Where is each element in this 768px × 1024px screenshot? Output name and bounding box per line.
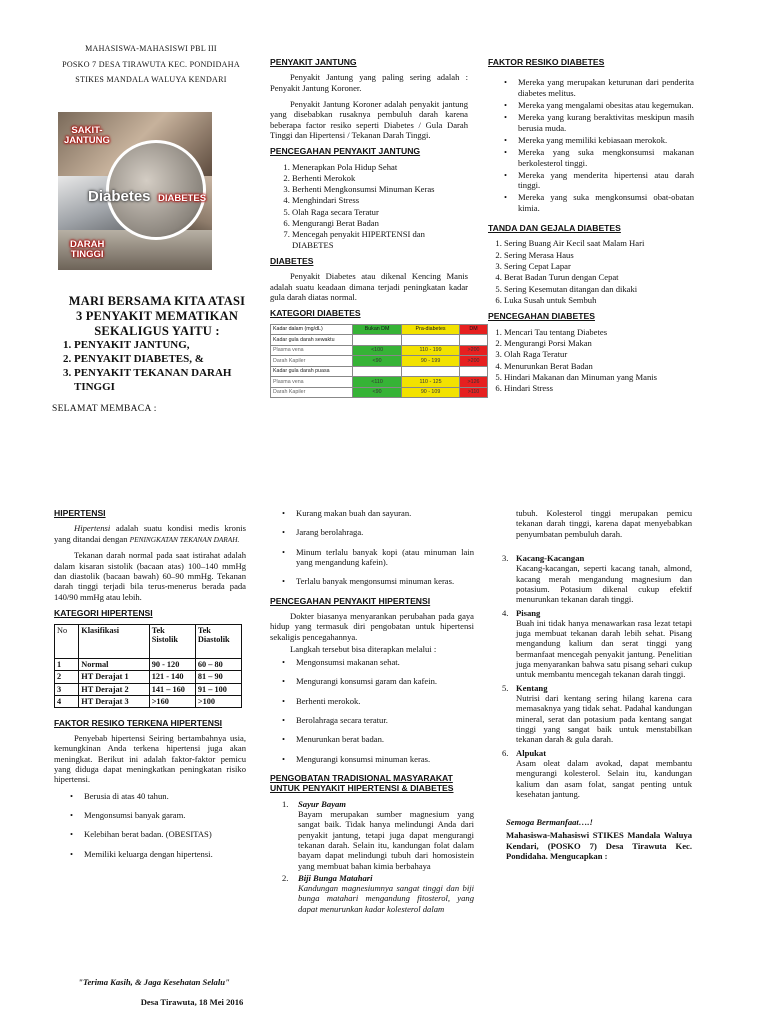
footer-thanks: "Terima Kasih, & Jaga Kesehatan Selalu" <box>78 977 230 987</box>
trad-item-title: Kentang <box>516 682 548 693</box>
label-sakit-jantung: SAKIT- JANTUNG <box>64 125 110 146</box>
kategori-diabetes-heading: KATEGORI DIABETES <box>270 308 361 319</box>
jantung-heading: PENYAKIT JANTUNG <box>270 57 357 67</box>
list-item: • Terlalu banyak mengonsumsi minuman keras. <box>274 576 474 586</box>
trad-item-text: Bayam merupakan sumber magnesium yang sangat baik. Tidak hanya melindungi Anda dari penyakit jantung, tetapi juga dapat mengurangi tekanan darah. Selain itu, kandungan folat dalam bayam dapat melindungi tubuh dari homosistein yang membuat bahan kimia berbahaya <box>298 808 474 871</box>
tanda-gejala-heading: TANDA DAN GEJALA DIABETES <box>488 223 621 234</box>
trad-item-title: Alpukat <box>516 747 547 758</box>
trad-item-title: Biji Bunga Matahari <box>298 872 373 883</box>
table-cell: HT Derajat 1 <box>79 671 149 683</box>
list-item: • Menurunkan berat badan. <box>274 734 474 744</box>
table-header-cell: Tek Sistolik <box>149 625 195 659</box>
jantung-prev-item: 2. Berhenti Merokok <box>292 173 468 183</box>
list-item: 1. Sering Buang Air Kecil saat Malam Hari <box>504 238 694 248</box>
list-item: • Mengurangi konsumsi minuman keras. <box>274 754 474 764</box>
header-line-2: POSKO 7 DESA TIRAWUTA KEC. PONDIDAHA <box>62 59 240 69</box>
list-item: 5. Hindari Makanan dan Minuman yang Manis <box>504 372 694 382</box>
list-item: • Memiliki keluarga dengan hipertensi. <box>62 849 246 859</box>
table-header-cell: No <box>55 625 79 659</box>
cover-title-2: 3 PENYAKIT MEMATIKAN <box>75 309 239 323</box>
list-item: • Mereka yang kurang beraktivitas meskipun masih berusia muda. <box>496 112 694 133</box>
jantung-prev-item: 6. Mengurangi Berat Badan <box>292 218 468 228</box>
table-row <box>271 387 488 398</box>
jantung-p2: Penyakit Jantung Koroner adalah penyakit jantung yang disebabkan rusaknya pembuluh darah karena beberapa factor resiko seperti Diabetes / Gula Darah Tinggi dan Hipertensi / Tekanan Darah Tinggi. <box>270 98 468 140</box>
faktor-diabetes-column <box>488 57 694 399</box>
list-item: • Jarang berolahraga. <box>274 527 474 537</box>
table-cell: 1 <box>55 659 79 671</box>
kategori-hipertensi-heading: KATEGORI HIPERTENSI <box>54 607 153 618</box>
table-row <box>271 377 488 388</box>
table-cell: 91 – 100 <box>195 683 241 695</box>
trad-item-2: 2. Biji Bunga Matahari Kandungan magnesiumnya sangat tinggi dan biji bunga matahari mengandung fitosterol, yang dapat menurunkan kadar kolesterol dalam <box>282 872 474 914</box>
jantung-prev-item: 7. Mencegah penyakit HIPERTENSI dan DIABETES <box>292 229 468 250</box>
cover-item-3: 3. PENYAKIT TEKANAN DARAH TINGGI <box>74 367 262 393</box>
cover-title-3: SEKALIGUS YAITU : <box>94 324 220 338</box>
list-item: 2. Mengurangi Porsi Makan <box>504 338 694 348</box>
list-item: 6. Hindari Stress <box>504 383 694 393</box>
faktor-hipertensi-p: Penyebab hipertensi Seiring bertambahnya usia, kemungkinan Anda terkena hipertensi juga akan meningkat. Berikut ini adalah faktor-faktor pemicu yang diduga dapat meningkatkan peningkatan risiko hipertensi. <box>54 733 246 785</box>
pencegahan-hipertensi-column <box>270 508 474 920</box>
table-cell: <110 <box>353 377 402 388</box>
label-diabetes-center: Diabetes <box>88 188 151 205</box>
trad-item-1: 1. Sayur Bayam Bayam merupakan sumber magnesium yang sangat baik. Tidak hanya melindungi Anda dari penyakit jantung, tetapi juga dapat mengurangi tekanan darah. Selain itu, kandungan folat dalam bayam dapat melindungi tubuh dari homosistein yang membuat bahan kimia berbahaya <box>282 798 474 871</box>
jantung-prev-item: 3. Berhenti Mengkonsumsi Minuman Keras <box>292 184 468 194</box>
table-row <box>55 695 242 707</box>
faktor-hipertensi-list <box>54 791 246 859</box>
table-cell: Darah Kapiler <box>271 356 353 367</box>
diabetes-heading: DIABETES <box>270 256 314 266</box>
pengobatan-tradisional-heading: PENGOBATAN TRADISIONAL MASYARAKAT UNTUK PENYAKIT HIPERTENSI & DIABETES <box>270 773 454 794</box>
footer-place-date: Desa Tirawuta, 18 Mei 2016 <box>140 997 244 1007</box>
table-cell: >200 <box>460 356 488 367</box>
trad-item-3: 3. Kacang-Kacangan Kacang-kacangan, seperti kacang tanah, almond, kacang merah mengandung magnesium dan potasium. Potasium dikenal cukup efektif menurunkan tekanan darah tinggi. <box>502 552 692 605</box>
list-item: • Berolahraga secara teratur. <box>274 715 474 725</box>
list-item: 3. Sering Cepat Lapar <box>504 261 694 271</box>
table-cell: 90 - 109 <box>402 387 460 398</box>
table-cell: 110 - 125 <box>402 377 460 388</box>
trad-item-title: Kacang-Kacangan <box>516 552 585 563</box>
hipertensi-emphasis: PENINGKATAN TEKANAN DARAH. <box>129 534 240 544</box>
hipertensi-p2: Tekanan darah normal pada saat istirahat adalah dalam kisaran sistolik (bacaan atas) 100–140 mmHg dan diastolik (bacaan bawah) 60–90 mmHg. Tekanan darah tinggi terjadi bila terus-menerus berada pada 140/90 mmHg atau lebih. <box>54 550 246 602</box>
table-section-label: Kadar gula darah sewaktu <box>271 335 353 346</box>
table-cell: HT Derajat 3 <box>79 695 149 707</box>
table-cell: 90 - 120 <box>149 659 195 671</box>
list-item: 3. Olah Raga Teratur <box>504 349 694 359</box>
table-cell: >100 <box>195 695 241 707</box>
list-item: • Mereka yang memiliki kebiasaan merokok. <box>496 135 694 145</box>
table-cell: Plasma vena <box>271 377 353 388</box>
table-header-cell: Bukan DM <box>353 324 402 335</box>
list-item: 5. Sering Kesemutan ditangan dan dikaki <box>504 284 694 294</box>
faktor-hipertensi-heading: FAKTOR RESIKO TERKENA HIPERTENSI <box>54 717 223 728</box>
table-row <box>271 356 488 367</box>
table-cell: 141 – 160 <box>149 683 195 695</box>
trad-item-4: 4. Pisang Buah ini tidak hanya menawarkan rasa lezat tetapi juga membuat tekanan darah lebih sehat. Pisang mengandung kalium dan serat tinggi yang bermanfaat mencegah penyakit jantung. Penelitian juga menyarankan bahwa satu pisang sehari cukup untuk membantu mencegah tekanan darah tinggi. <box>502 607 692 680</box>
table-header-row <box>55 625 242 659</box>
greeting: SELAMAT MEMBACA : <box>52 403 157 414</box>
list-item: • Berusia di atas 40 tahun. <box>62 791 246 801</box>
faktor-hipertensi-list-cont <box>270 508 474 587</box>
pencegahan-hipertensi-p2: Langkah tersebut bisa diterapkan melalui : <box>290 643 437 654</box>
trad-item-5: 5. Kentang Nutrisi dari kentang sering hilang karena cara memasaknya yang tidak sehat. Padahal kandungan mineral, serat dan potasium pada kentang sangat tinggi yang sangat baik untuk menstabilkan tekanan darah & gula darah. <box>502 682 692 745</box>
health-collage-image <box>58 112 212 270</box>
list-item: • Mengonsumsi banyak garam. <box>62 810 246 820</box>
cover-title-1: MARI BERSAMA KITA ATASI <box>68 294 246 308</box>
list-item: • Mereka yang mengalami obesitas atau kegemukan. <box>496 100 694 110</box>
table-cell: 3 <box>55 683 79 695</box>
faktor-diabetes-heading: FAKTOR RESIKO DIABETES <box>488 57 605 67</box>
table-cell: 60 – 80 <box>195 659 241 671</box>
jantung-column <box>270 57 480 398</box>
cover-column <box>48 44 254 85</box>
table-cell: Normal <box>79 659 149 671</box>
table-row <box>55 659 242 671</box>
header-line-3: STIKES MANDALA WALUYA KENDARI <box>75 75 227 85</box>
list-item: • Minum terlalu banyak kopi (atau minuman lain yang mengandung kafein). <box>274 547 474 568</box>
table-header-cell: Pra-diabetes <box>402 324 460 335</box>
trad-item-text: Nutrisi dari kentang sering hilang karena cara memasaknya yang tidak sehat. Padahal kandungan mineral, serat dan potasium pada kentang sangat tinggi yang sangat baik untuk menstabilkan tekanan darah & gula darah. <box>516 693 692 745</box>
table-cell: <100 <box>353 345 402 356</box>
table-header-cell: Klasifikasi <box>79 625 149 659</box>
hipertensi-column <box>54 508 246 868</box>
pencegahan-hipertensi-p: Dokter biasanya menyarankan perubahan pada gaya hidup yang termasuk diri pengobatan untuk hipertensi sekaligis pencegahannya. <box>270 610 474 642</box>
jantung-prev-heading: PENCEGAHAN PENYAKIT JANTUNG <box>270 146 421 157</box>
hipertensi-heading: HIPERTENSI <box>54 508 106 518</box>
table-cell: 110 - 199 <box>402 345 460 356</box>
list-item: 4. Menurunkan Berat Badan <box>504 361 694 371</box>
list-item: • Mereka yang merupakan keturunan dari penderita diabetes melitus. <box>496 77 694 98</box>
table-cell: >200 <box>460 345 488 356</box>
table-header-cell: Tek Diastolik <box>195 625 241 659</box>
jantung-prev-item: 1. Menerapkan Pola Hidup Sehat <box>292 162 468 172</box>
kategori-hipertensi-table <box>54 624 242 708</box>
table-cell: Darah Kapiler <box>271 387 353 398</box>
label-diabetes: DIABETES <box>158 193 207 204</box>
trad-item-text: Kacang-kacangan, seperti kacang tanah, almond, kacang merah mengandung magnesium dan potasium. Potasium dikenal cukup efektif menurunkan tekanan darah tinggi. <box>516 563 692 605</box>
list-item: 2. Sering Merasa Haus <box>504 250 694 260</box>
diabetes-p1: Penyakit Diabetes atau dikenal Kencing Manis adalah suatu keadaan dimana terjadi peningkatan kadar gula darah diatas normal. <box>270 271 468 302</box>
list-item: • Mereka yang menderita hipertensi atau darah tinggi. <box>496 170 694 191</box>
trad-item-title: Sayur Bayam <box>298 798 346 809</box>
list-item: • Berhenti merokok. <box>274 696 474 706</box>
list-item: • Mengonsumsi makanan sehat. <box>274 657 474 667</box>
jantung-prev-item: 5. Olah Raga secara Teratur <box>292 207 468 217</box>
table-cell: >126 <box>460 377 488 388</box>
jantung-prev-list <box>270 162 468 251</box>
list-item: • Mereka yang suka mengkonsumsi obat-obatan kimia. <box>496 192 694 213</box>
table-cell: 121 - 140 <box>149 671 195 683</box>
table-cell: <90 <box>353 356 402 367</box>
pencegahan-diabetes-heading: PENCEGAHAN DIABETES <box>488 311 595 322</box>
pencegahan-diabetes-list <box>488 327 694 394</box>
cover-title-block <box>52 294 262 415</box>
trad-item-6: 6. Alpukat Asam oleat dalam avokad, dapat membantu mengurangi kolesterol. Selain itu, kandungan kalium dan asam folat, sangat penting untuk kesehatan jantung. <box>502 747 692 799</box>
tradisional-column <box>488 508 692 867</box>
table-cell: >160 <box>149 695 195 707</box>
trad-item-text: Buah ini tidak hanya menawarkan rasa lezat tetapi juga membuat tekanan darah lebih sehat. Pisang mengandung kalium dan serat tinggi yang bermanfaat mencegah penyakit jantung. Penelitian juga menyarankan bahwa satu pisang sehari cukup untuk membantu mencegah tekanan darah tinggi. <box>516 617 692 680</box>
list-item: 4. Berat Badan Turun dengan Cepat <box>504 272 694 282</box>
jantung-p1: Penyakit Jantung yang paling sering adalah : Penyakit Jantung Koroner. <box>270 72 468 93</box>
faktor-diabetes-list <box>488 77 694 213</box>
table-cell: HT Derajat 2 <box>79 683 149 695</box>
table-row <box>271 335 488 346</box>
table-row <box>271 366 488 377</box>
table-header-cell: Kadar dalam (mg/dL) <box>271 324 353 335</box>
tanda-gejala-list <box>488 238 694 305</box>
trad-item-text: Asam oleat dalam avokad, dapat membantu mengurangi kolesterol. Selain itu, kandungan kalium dan asam folat, sangat penting untuk kesehatan jantung. <box>516 757 692 799</box>
cover-list <box>52 339 262 394</box>
list-item: 6. Luka Susah untuk Sembuh <box>504 295 694 305</box>
table-header-cell: DM <box>460 324 488 335</box>
table-cell: 2 <box>55 671 79 683</box>
cover-item-1: 1. PENYAKIT JANTUNG, <box>74 339 262 352</box>
kategori-diabetes-table <box>270 324 488 399</box>
list-item: • Kelebihan berat badan. (OBESITAS) <box>62 829 246 839</box>
trad-item-text: Kandungan magnesiumnya sangat tinggi dan biji bunga matahari mengandung fitosterol, yang dapat menurunkan kadar kolesterol dalam <box>298 883 474 914</box>
list-item: 1. Mencari Tau tentang Diabetes <box>504 327 694 337</box>
table-row <box>55 683 242 695</box>
closing-line-2: Mahasiswa-Mahasiswi STIKES Mandala Waluya Kendari, (POSKO 7) Desa Tirawuta Kec. Pondidaha. Mengucapkan : <box>506 830 692 862</box>
table-cell: Plasma vena <box>271 345 353 356</box>
table-cell: 4 <box>55 695 79 707</box>
trad-item-title: Pisang <box>516 607 541 618</box>
list-item: • Mereka yang suka mengkonsumsi makanan berkolesterol tinggi. <box>496 147 694 168</box>
table-cell: 81 – 90 <box>195 671 241 683</box>
header-line-1: MAHASISWA-MAHASISWI PBL III <box>85 44 217 53</box>
trad-cont-p: tubuh. Kolesterol tinggi merupakan pemicu tekanan darah tinggi, karena dapat menyebabkan penyumbatan pembuluh darah. <box>516 508 692 539</box>
label-darah-tinggi: DARAH TINGGI <box>70 239 105 260</box>
table-row <box>271 345 488 356</box>
table-header-row <box>271 324 488 335</box>
table-cell: <90 <box>353 387 402 398</box>
table-section-label: Kadar gula darah puasa <box>271 366 353 377</box>
cover-item-2: 2. PENYAKIT DIABETES, & <box>74 353 262 366</box>
table-cell: 90 - 199 <box>402 356 460 367</box>
pencegahan-hipertensi-list <box>270 657 474 764</box>
jantung-prev-item: 4. Menghindari Stress <box>292 195 468 205</box>
closing-line-1: Semoga Bermanfaat….! <box>506 817 593 828</box>
hipertensi-term: Hipertensi <box>74 523 111 534</box>
hipertensi-p1: Hipertensi adalah suatu kondisi medis kronis yang ditandai dengan PENINGKATAN TEKANAN DARAH. <box>54 523 246 544</box>
list-item: • Kurang makan buah dan sayuran. <box>274 508 474 518</box>
pencegahan-hipertensi-heading: PENCEGAHAN PENYAKIT HIPERTENSI <box>270 595 431 606</box>
list-item: • Mengurangi konsumsi garam dan kafein. <box>274 676 474 686</box>
table-row <box>55 671 242 683</box>
table-cell: >110 <box>460 387 488 398</box>
